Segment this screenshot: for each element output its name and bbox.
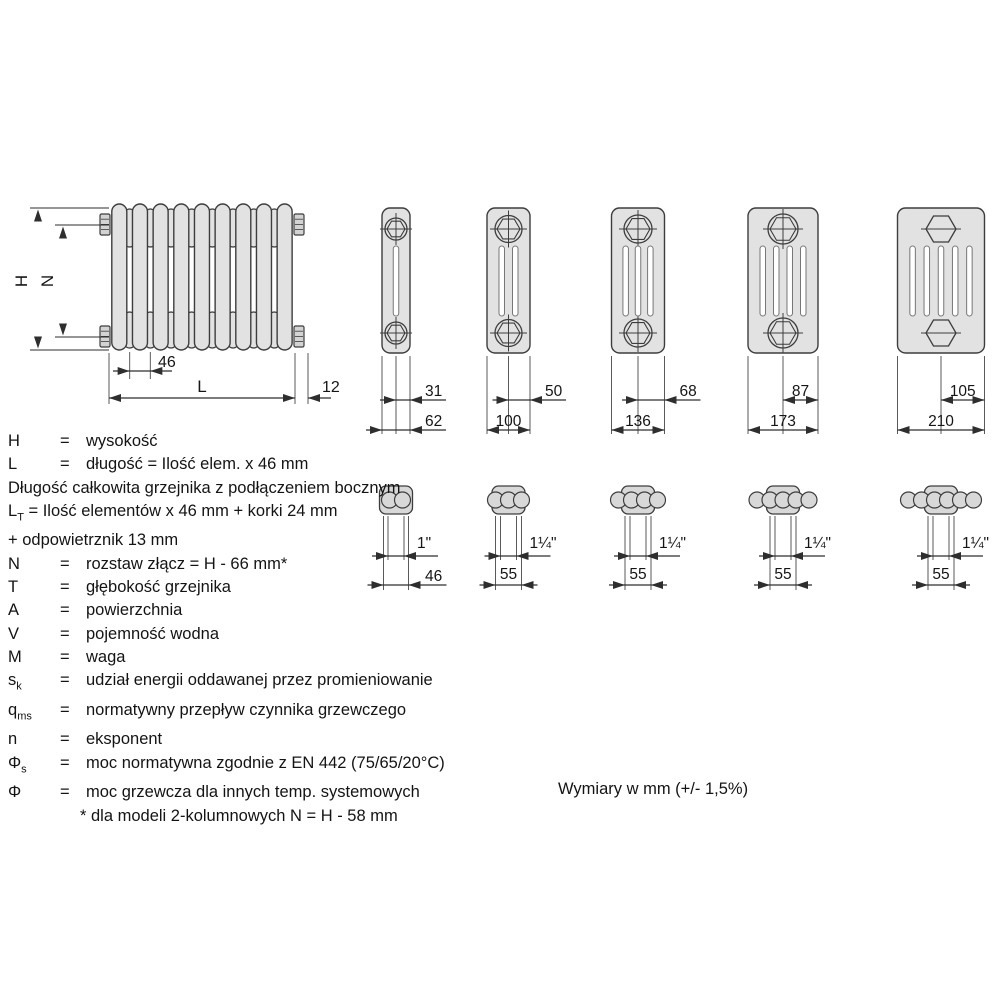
- legend-symbol: $s_k$: [8, 671, 22, 693]
- legend-row-N: [8, 553, 528, 576]
- dim-arrow: [646, 552, 658, 560]
- thread-label: 1": [417, 535, 432, 552]
- pitch-label: 55: [499, 566, 518, 583]
- pitch-label: 55: [932, 566, 950, 583]
- side-extra-label: 12: [322, 379, 340, 396]
- legend-symbol: n: [8, 730, 18, 749]
- full-depth-label: 100: [495, 413, 522, 430]
- air-slot: [938, 246, 944, 316]
- full-depth-label: 62: [425, 413, 443, 430]
- legend-symbol: $L_T$: [8, 501, 24, 524]
- legend-text: + odpowietrznik 13 mm: [8, 531, 179, 550]
- radiator-element: [194, 204, 209, 350]
- legend-text: = Ilość elementów x 46 mm + korki 24 mm: [23, 501, 338, 520]
- dim-arrow: [949, 552, 961, 560]
- dim-arrow: [626, 396, 638, 404]
- radiator-element: [215, 204, 230, 350]
- dim-arrow: [665, 396, 677, 404]
- legend-text: udział energii oddawanej przez promieniowanie: [86, 671, 433, 690]
- legend-symbol: $\Phi_s$: [8, 753, 27, 776]
- dim-arrow: [954, 581, 966, 589]
- legend-text: Długość całkowita grzejnika z podłączeniem bocznym: [8, 478, 401, 497]
- thread-label: 1¼": [804, 535, 832, 552]
- air-slot: [787, 246, 793, 316]
- axis-spacing-label: N: [38, 274, 57, 288]
- radiator-element: [174, 204, 189, 350]
- legend-symbol: A: [8, 601, 20, 620]
- equals-sign: =: [60, 578, 70, 597]
- radiator-element: [132, 204, 147, 350]
- dim-arrow: [283, 394, 295, 402]
- legend-symbol: N: [8, 554, 20, 573]
- dim-arrow: [109, 394, 121, 402]
- dim-arrow: [758, 581, 770, 589]
- dim-arrow: [384, 396, 396, 404]
- half-depth-label: 105: [949, 383, 976, 400]
- legend-symbol: H: [8, 432, 20, 450]
- half-depth-label: 87: [791, 383, 810, 400]
- dim-arrow: [613, 581, 625, 589]
- legend-text: pojemność wodna: [86, 624, 219, 643]
- air-slot: [635, 246, 641, 316]
- equals-sign: =: [60, 700, 70, 719]
- full-depth-label: 173: [770, 413, 796, 430]
- legend-text: długość = Ilość elem. x 46 mm: [86, 455, 309, 474]
- front-view-diagram: [0, 190, 350, 430]
- equals-sign: =: [60, 554, 70, 573]
- dim-arrow: [59, 324, 67, 336]
- radiator-element: [153, 204, 168, 350]
- equals-sign: =: [60, 647, 70, 666]
- legend: [8, 430, 528, 828]
- full-depth-label: 136: [625, 413, 651, 430]
- legend-text: moc normatywna zgodnie z EN 442 (75/65/20°C): [86, 753, 445, 772]
- air-slot: [967, 246, 973, 316]
- legend-text: normatywny przepływ czynnika grzewczego: [86, 700, 407, 719]
- air-slot: [499, 246, 505, 316]
- thread-label: 1¼": [659, 535, 687, 552]
- full-depth-label: 210: [928, 413, 954, 430]
- legend-text: * dla modeli 2-kolumnowych N = H - 58 mm: [80, 806, 398, 825]
- equals-sign: =: [60, 783, 70, 802]
- legend-text: powierzchnia: [86, 601, 183, 620]
- element-width-label: 46: [158, 354, 176, 371]
- legend-symbol: $q_{ms}$: [8, 700, 32, 723]
- legend-text: głębokość grzejnika: [86, 578, 231, 597]
- dim-arrow: [653, 426, 665, 434]
- equals-sign: =: [60, 753, 70, 772]
- dim-arrow: [898, 426, 910, 434]
- equals-sign: =: [60, 624, 70, 643]
- half-depth-label: 68: [679, 383, 697, 400]
- legend-row-M: [8, 646, 528, 669]
- dim-arrow: [59, 227, 67, 239]
- air-slot: [513, 246, 519, 316]
- air-slot: [910, 246, 916, 316]
- equals-sign: =: [60, 455, 70, 474]
- dim-arrow: [806, 426, 818, 434]
- air-slot: [760, 246, 766, 316]
- dim-arrow: [410, 396, 422, 404]
- dim-arrow: [612, 426, 624, 434]
- legend-row-T: [8, 576, 528, 599]
- legend-text: wysokość: [86, 432, 158, 450]
- equals-sign: =: [60, 671, 70, 690]
- legend-row: [8, 477, 528, 500]
- dim-arrow: [921, 552, 933, 560]
- radiator-element: [277, 204, 292, 350]
- radiator-element: [256, 204, 271, 350]
- legend-text: rozstaw złącz = H - 66 mm*: [86, 554, 288, 573]
- dim-arrow: [763, 552, 775, 560]
- length-label: L: [197, 377, 207, 396]
- dim-arrow: [34, 337, 42, 349]
- dim-arrow: [118, 367, 130, 375]
- legend-row-n: [8, 728, 528, 751]
- legend-row: [8, 805, 528, 828]
- thread-label: 1¼": [962, 535, 990, 552]
- equals-sign: =: [60, 601, 70, 620]
- air-slot: [648, 246, 654, 316]
- dim-arrow: [651, 581, 663, 589]
- dim-arrow: [308, 394, 320, 402]
- dim-arrow: [497, 396, 509, 404]
- air-slot: [393, 246, 399, 316]
- legend-text: waga: [86, 647, 126, 666]
- dim-arrow: [796, 581, 808, 589]
- pitch-label: 46: [425, 568, 443, 585]
- dim-arrow: [973, 426, 985, 434]
- legend-row-L: [8, 453, 528, 476]
- legend-symbol: M: [8, 647, 22, 666]
- legend-row-q: [8, 699, 528, 729]
- air-slot: [952, 246, 958, 316]
- equals-sign: =: [60, 432, 70, 450]
- air-slot: [774, 246, 780, 316]
- half-depth-label: 31: [425, 383, 443, 400]
- pitch-label: 55: [629, 566, 647, 583]
- legend-row-L: [8, 500, 528, 530]
- legend-row-V: [8, 623, 528, 646]
- pitch-label: 55: [774, 566, 792, 583]
- legend-symbol: T: [8, 578, 19, 597]
- cross-sections-diagram: [350, 190, 1000, 445]
- legend-symbol: Φ: [8, 783, 22, 802]
- legend-symbol: V: [8, 624, 20, 643]
- column-tube: [650, 492, 666, 508]
- legend-row-H: [8, 430, 528, 453]
- dimensions-note: Wymiary w mm (+/- 1,5%): [558, 780, 749, 798]
- dim-arrow: [916, 581, 928, 589]
- legend-row-s: [8, 669, 528, 699]
- column-tube: [801, 492, 817, 508]
- dim-arrow: [530, 396, 542, 404]
- air-slot: [924, 246, 930, 316]
- half-depth-label: 50: [545, 383, 563, 400]
- dim-arrow: [748, 426, 760, 434]
- thread-label: 1¼": [529, 535, 557, 552]
- dim-arrow: [791, 552, 803, 560]
- legend-row-A: [8, 599, 528, 622]
- radiator-element: [236, 204, 251, 350]
- air-slot: [801, 246, 807, 316]
- legend-text: moc grzewcza dla innych temp. systemowych: [86, 783, 420, 802]
- column-tube: [966, 492, 982, 508]
- dim-arrow: [618, 552, 630, 560]
- dim-arrow: [34, 210, 42, 222]
- legend-row-Φ: [8, 752, 528, 782]
- radiator-element: [112, 204, 127, 350]
- legend-row: [8, 529, 528, 552]
- legend-symbol: L: [8, 455, 18, 474]
- legend-text: eksponent: [86, 730, 163, 749]
- air-slot: [623, 246, 629, 316]
- legend-row-Φ: [8, 781, 528, 804]
- height-label: H: [12, 274, 31, 288]
- equals-sign: =: [60, 730, 70, 749]
